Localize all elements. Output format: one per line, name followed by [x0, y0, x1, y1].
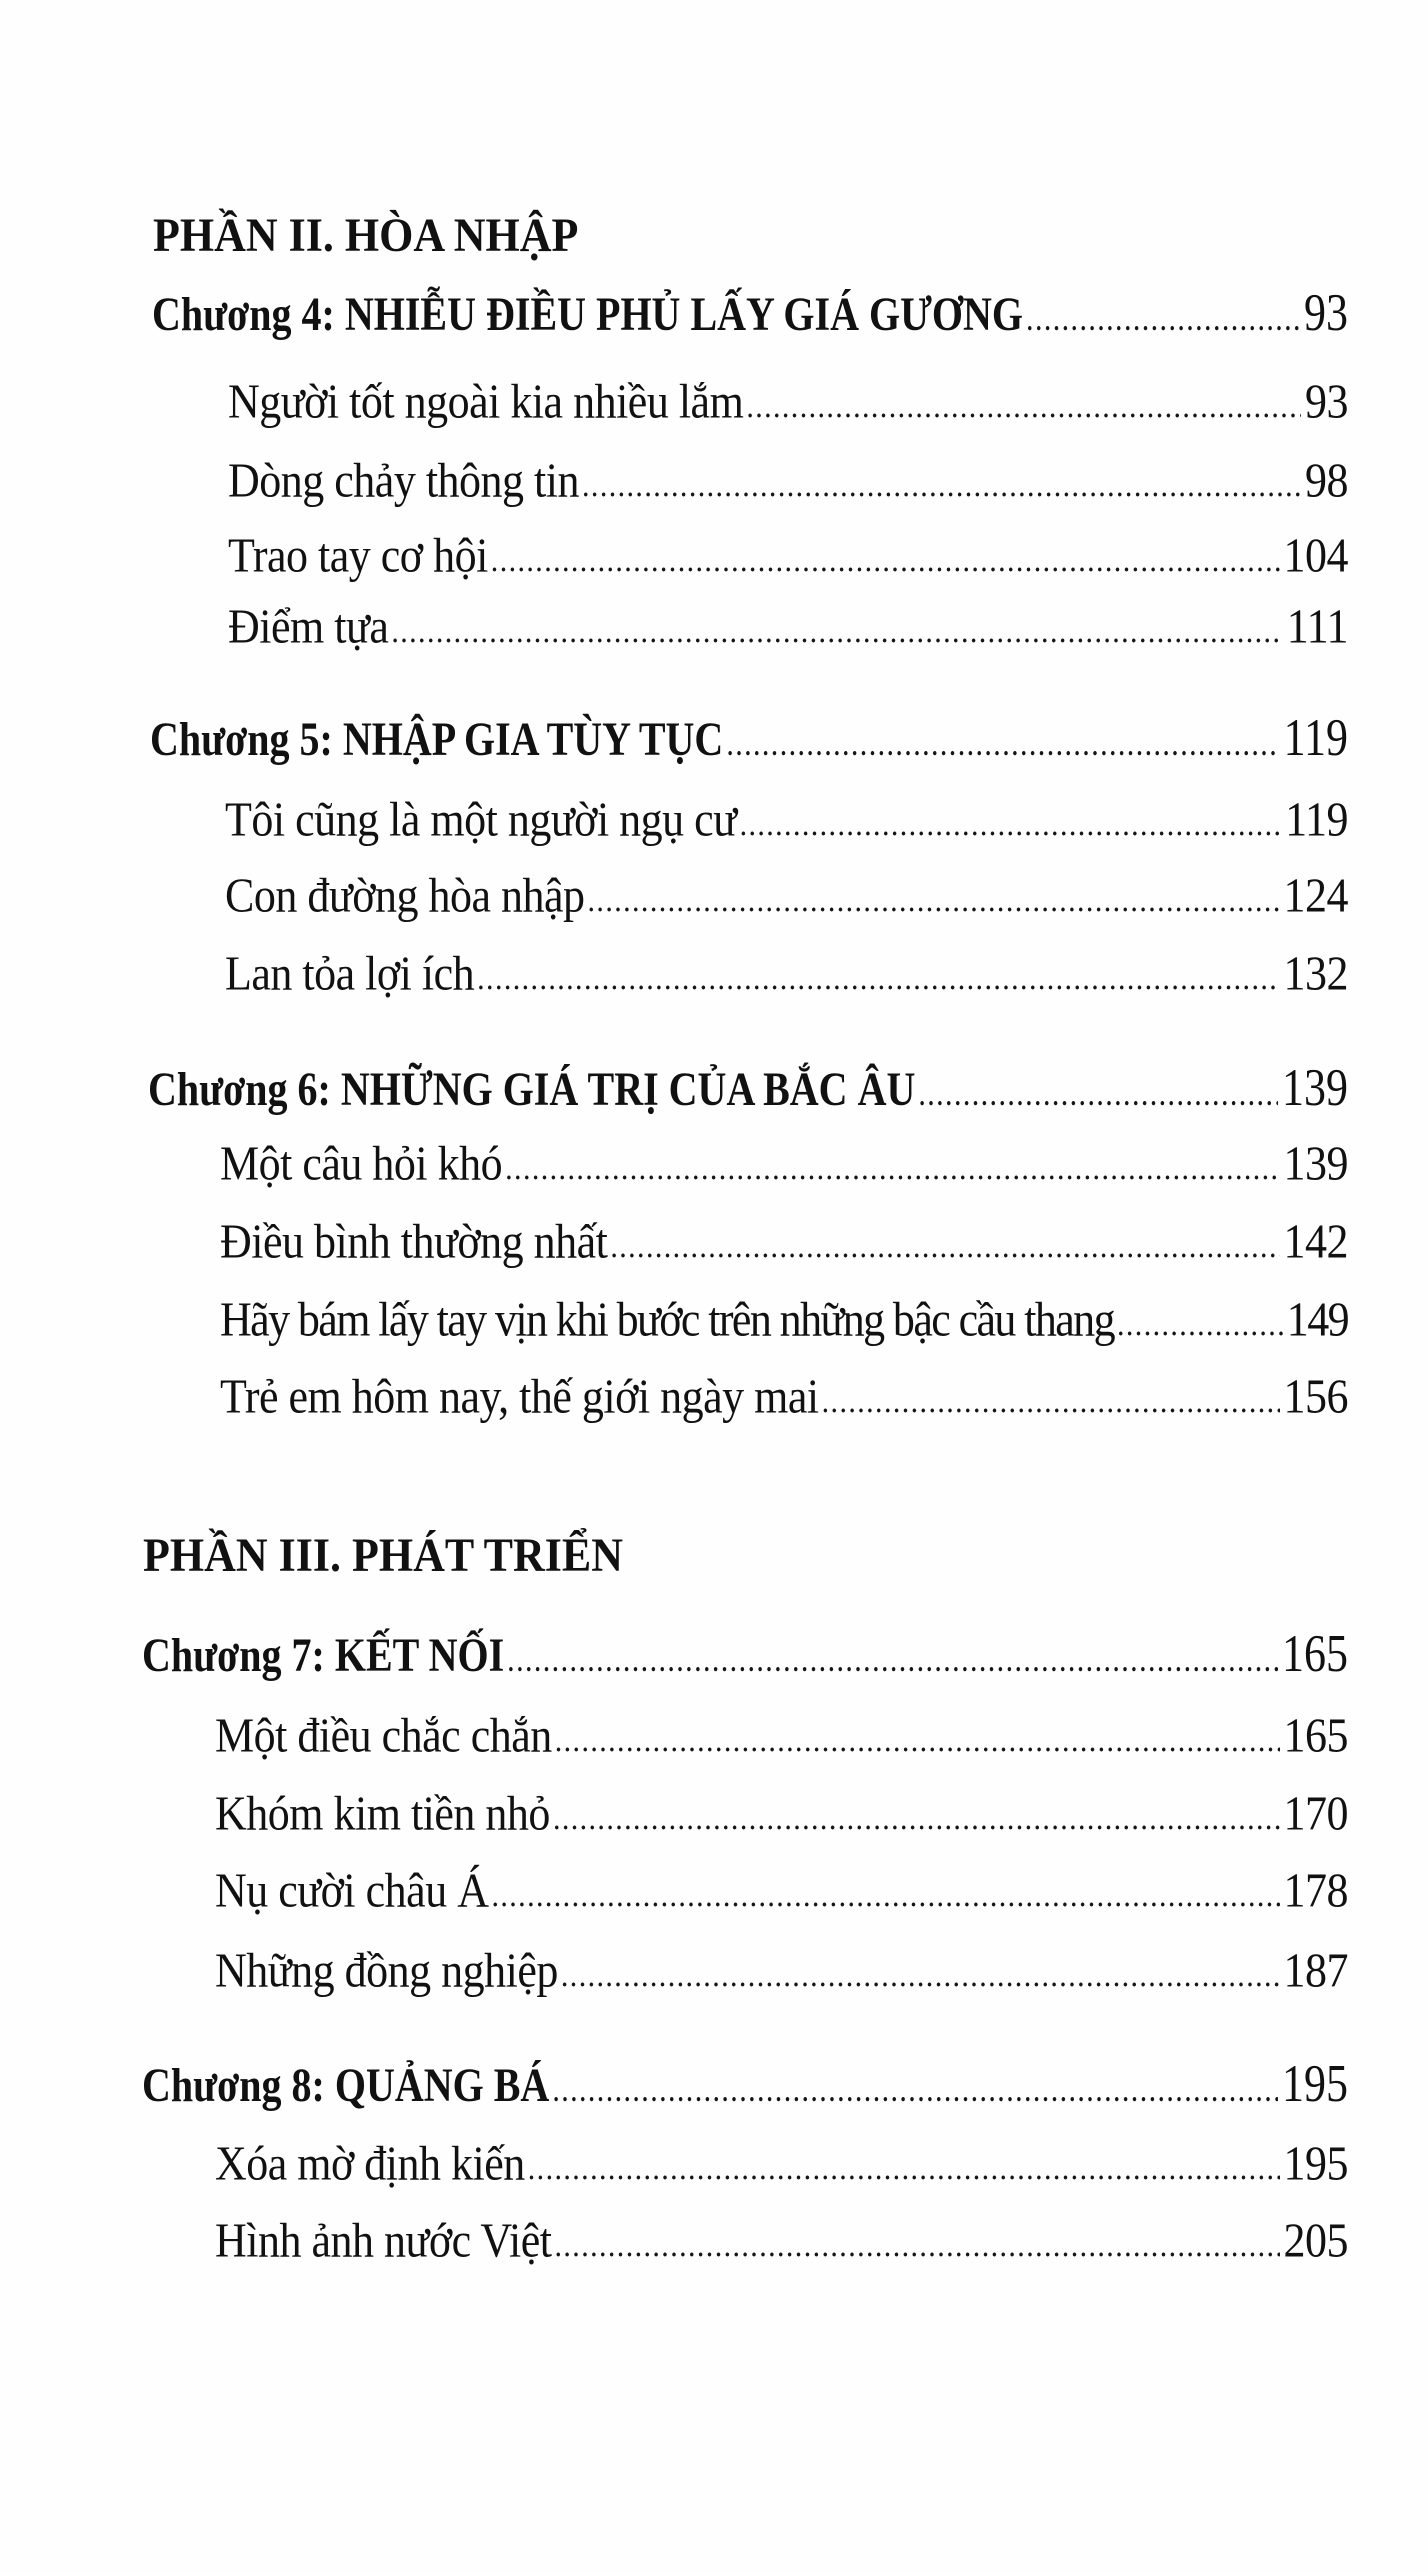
page-number: 93 [1304, 283, 1348, 343]
toc-section-row[interactable] [220, 1214, 1348, 1269]
toc-section-row[interactable] [225, 792, 1348, 847]
toc-chapter-row[interactable] [150, 708, 1348, 768]
toc-section-row[interactable] [228, 374, 1348, 429]
toc-section-row[interactable] [215, 1863, 1348, 1918]
section-title: Một điều chắc chắn [215, 1708, 552, 1763]
page-number: 139 [1283, 1136, 1348, 1191]
dot-leader [508, 1650, 1278, 1676]
dot-leader [611, 1238, 1279, 1262]
toc-section-row[interactable] [225, 946, 1348, 1001]
dot-leader [1118, 1316, 1283, 1340]
dot-leader [583, 477, 1301, 501]
page-number: 170 [1283, 1786, 1348, 1841]
dot-leader [727, 734, 1279, 760]
page-number: 119 [1285, 792, 1348, 847]
page-number: 195 [1282, 2054, 1348, 2114]
toc-section-row[interactable] [220, 1136, 1348, 1191]
chapter-title: Chương 5: NHẬP GIA TÙY TỤC [150, 712, 724, 766]
toc-chapter-row[interactable] [142, 1624, 1348, 1684]
page-number: 142 [1283, 1214, 1348, 1269]
dot-leader [823, 1393, 1280, 1417]
dot-leader [562, 1967, 1280, 1991]
dot-leader [392, 623, 1282, 647]
dot-leader [556, 2237, 1280, 2261]
page-number: 104 [1283, 528, 1348, 583]
page-number: 205 [1283, 2213, 1348, 2268]
toc-section-row[interactable] [228, 599, 1348, 654]
page-number: 165 [1282, 1624, 1348, 1684]
chapter-title: Chương 8: QUẢNG BÁ [142, 2058, 550, 2112]
dot-leader [506, 1160, 1279, 1184]
dot-leader [589, 892, 1280, 916]
page-number: 139 [1282, 1058, 1348, 1118]
section-title: Hình ảnh nước Việt [215, 2213, 552, 2268]
section-title: Dòng chảy thông tin [228, 453, 580, 508]
section-title: Lan tỏa lợi ích [225, 946, 475, 1001]
section-title: Hãy bám lấy tay vịn khi bước trên những bậc cầu thang [220, 1292, 1114, 1347]
section-title: Trao tay cơ hội [228, 528, 488, 583]
page-number: 119 [1283, 708, 1348, 768]
dot-leader [492, 552, 1280, 576]
dot-leader [478, 970, 1279, 994]
page-number: 124 [1283, 868, 1348, 923]
page-number: 195 [1283, 2136, 1348, 2191]
toc-section-row[interactable] [225, 868, 1348, 923]
part-title: PHẦN III. PHÁT TRIỂN [143, 1528, 624, 1582]
toc-section-row[interactable] [228, 528, 1348, 583]
page-number: 178 [1283, 1863, 1348, 1918]
part-title: PHẦN II. HÒA NHẬP [153, 208, 579, 262]
dot-leader [747, 398, 1301, 422]
page-number: 149 [1286, 1292, 1348, 1347]
dot-leader [1027, 309, 1300, 335]
chapter-title: Chương 7: KẾT NỐI [142, 1628, 505, 1682]
dot-leader [919, 1084, 1278, 1110]
section-title: Điều bình thường nhất [220, 1214, 608, 1269]
section-title: Những đồng nghiệp [215, 1943, 558, 1998]
toc-section-row[interactable] [215, 2213, 1348, 2268]
section-title: Nụ cười châu Á [215, 1863, 489, 1918]
page-number: 132 [1283, 946, 1348, 1001]
dot-leader [741, 816, 1282, 840]
section-title: Trẻ em hôm nay, thế giới ngày mai [220, 1369, 819, 1424]
part-heading [153, 208, 579, 262]
page-number: 111 [1286, 599, 1348, 654]
toc-chapter-row[interactable] [152, 283, 1348, 343]
dot-leader [556, 1732, 1280, 1756]
toc-chapter-row[interactable] [148, 1058, 1348, 1118]
section-title: Điểm tựa [228, 599, 389, 654]
section-title: Khóm kim tiền nhỏ [215, 1786, 550, 1841]
section-title: Người tốt ngoài kia nhiều lắm [228, 374, 744, 429]
dot-leader [553, 2080, 1278, 2106]
chapter-title: Chương 4: NHIỄU ĐIỀU PHỦ LẤY GIÁ GƯƠNG [152, 287, 1024, 341]
part-heading [143, 1528, 624, 1582]
toc-section-row[interactable] [220, 1369, 1348, 1424]
dot-leader [492, 1887, 1279, 1911]
section-title: Một câu hỏi khó [220, 1136, 503, 1191]
page-number: 93 [1305, 374, 1348, 429]
section-title: Con đường hòa nhập [225, 868, 585, 923]
toc-section-row[interactable] [215, 1786, 1348, 1841]
toc-section-row[interactable] [215, 1708, 1348, 1763]
dot-leader [529, 2160, 1280, 2184]
page-number: 156 [1283, 1369, 1348, 1424]
section-title: Xóa mờ định kiến [215, 2136, 525, 2191]
toc-chapter-row[interactable] [142, 2054, 1348, 2114]
toc-section-row[interactable] [228, 453, 1348, 508]
toc-section-row[interactable] [215, 2136, 1348, 2191]
page-number: 165 [1283, 1708, 1348, 1763]
dot-leader [554, 1810, 1280, 1834]
page-number: 98 [1305, 453, 1348, 508]
toc-section-row[interactable] [220, 1292, 1348, 1347]
page-number: 187 [1283, 1943, 1348, 1998]
section-title: Tôi cũng là một người ngụ cư [225, 792, 737, 847]
toc-section-row[interactable] [215, 1943, 1348, 1998]
chapter-title: Chương 6: NHỮNG GIÁ TRỊ CỦA BẮC ÂU [148, 1062, 916, 1116]
